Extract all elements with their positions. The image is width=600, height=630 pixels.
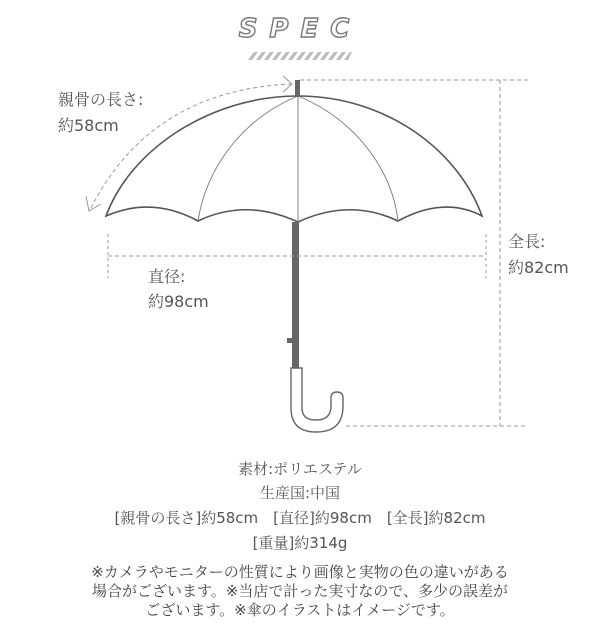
disclaimer-notes [0,563,600,620]
rib-length-value: 約58cm [58,116,119,135]
disclaimer-line: 場合がございます。※当店で計った実寸なので、多少の誤差が [91,582,509,600]
diameter-value: 約98cm [148,292,209,311]
spec-title: SPEC [238,14,362,44]
diameter-label: 直径: [148,267,186,286]
spec-material: 素材:ポリエステル [238,460,362,478]
disclaimer-line: ※カメラやモニターの性質により画像と実物の色の違いがある [91,563,509,581]
umbrella-runner-button [287,338,293,343]
umbrella-canopy [106,96,482,222]
disclaimer-line: ございます。※傘のイラストはイメージです。 [145,601,455,619]
umbrella-handle [291,368,343,432]
umbrella-tip [295,80,300,97]
rib-length-label: 親骨の長さ: [58,90,144,109]
spec-origin: 生産国:中国 [259,484,341,502]
total-length-value: 約82cm [508,258,569,277]
umbrella-shaft [292,222,299,368]
total-length-label: 全長: [508,232,546,251]
spec-weight: [重量]約314g [252,534,348,552]
spec-sizes: [親骨の長さ]約58cm [直径]約98cm [全長]約82cm [114,509,486,527]
